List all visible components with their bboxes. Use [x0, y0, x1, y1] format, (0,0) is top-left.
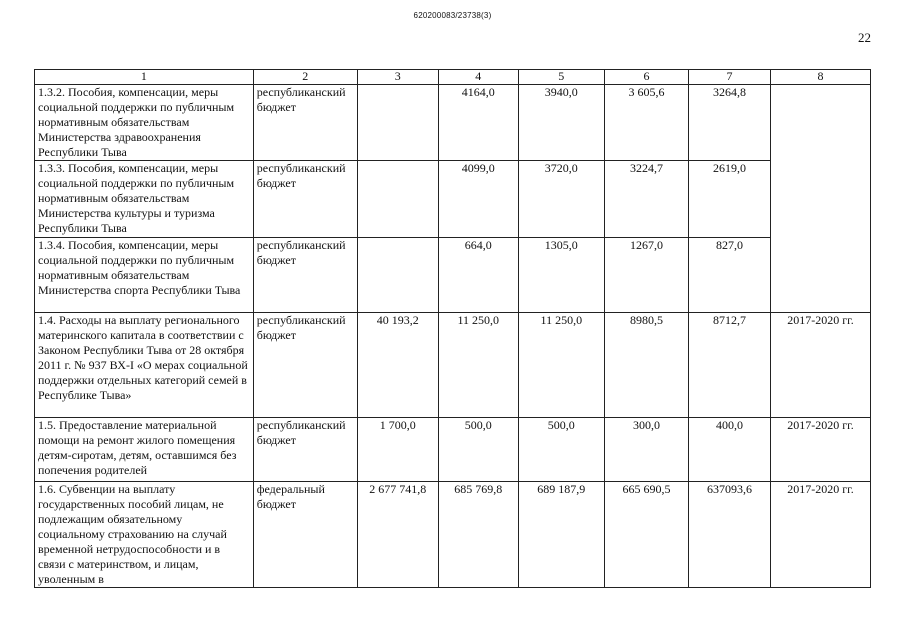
table-row: [35, 313, 871, 418]
value-cell: [357, 238, 438, 313]
value-cell: 3264,8: [689, 85, 771, 161]
value-cell: 40 193,2: [357, 313, 438, 418]
column-number: 1: [35, 70, 254, 85]
column-number: 6: [604, 70, 688, 85]
value-cell: 8980,5: [604, 313, 688, 418]
document-code: 620200083/23738(3): [413, 11, 492, 20]
row-name: 1.4. Расходы на выплату регионального материнского капитала в соответствии с Законом Республики Тыва от 28 октября 2011 г. № 937 ВХ-I «О мерах социальной поддержки отдельных категорий семей в Республике Тыва»: [35, 313, 254, 418]
row-name: 1.5. Предоставление материальной помощи на ремонт жилого помещения детям-сиротам, детям, оставшимся без попечения родителей: [35, 418, 254, 482]
budget-table: [34, 69, 871, 588]
column-number: 8: [771, 70, 871, 85]
row-name: 1.3.4. Пособия, компенсации, меры социальной поддержки по публичным нормативным обязательствам Министерства спорта Республики Тыва: [35, 238, 254, 313]
table-row: [35, 482, 871, 588]
value-cell: 500,0: [438, 418, 518, 482]
table-row: [35, 238, 871, 313]
period-cell: 2017-2020 гг.: [771, 418, 871, 482]
funding-source: республиканский бюджет: [253, 85, 357, 161]
table-row: [35, 161, 871, 238]
value-cell: 300,0: [604, 418, 688, 482]
table-row: [35, 85, 871, 161]
value-cell: 665 690,5: [604, 482, 688, 588]
funding-source: республиканский бюджет: [253, 313, 357, 418]
value-cell: 3224,7: [604, 161, 688, 238]
column-number: 2: [253, 70, 357, 85]
funding-source: республиканский бюджет: [253, 238, 357, 313]
value-cell: 685 769,8: [438, 482, 518, 588]
column-number: 3: [357, 70, 438, 85]
table-row: [35, 418, 871, 482]
value-cell: 2619,0: [689, 161, 771, 238]
value-cell: 3 605,6: [604, 85, 688, 161]
value-cell: 11 250,0: [518, 313, 604, 418]
value-cell: 3720,0: [518, 161, 604, 238]
value-cell: 637093,6: [689, 482, 771, 588]
value-cell: 1 700,0: [357, 418, 438, 482]
column-number: 5: [518, 70, 604, 85]
value-cell: 1267,0: [604, 238, 688, 313]
value-cell: 4164,0: [438, 85, 518, 161]
value-cell: 4099,0: [438, 161, 518, 238]
column-number: 7: [689, 70, 771, 85]
value-cell: 2 677 741,8: [357, 482, 438, 588]
value-cell: 8712,7: [689, 313, 771, 418]
value-cell: [357, 85, 438, 161]
value-cell: [357, 161, 438, 238]
row-name: 1.3.2. Пособия, компенсации, меры социальной поддержки по публичным нормативным обязательствам Министерства здравоохранения Республики Тыва: [35, 85, 254, 161]
row-name: 1.3.3. Пособия, компенсации, меры социальной поддержки по публичным нормативным обязательствам Министерства культуры и туризма Республики Тыва: [35, 161, 254, 238]
period-cell: [771, 85, 871, 313]
period-cell: 2017-2020 гг.: [771, 482, 871, 588]
value-cell: 3940,0: [518, 85, 604, 161]
funding-source: республиканский бюджет: [253, 161, 357, 238]
row-name: 1.6. Субвенции на выплату государственных пособий лицам, не подлежащим обязательному социальному страхованию на случай временной нетрудоспособности и в связи с материнством, и лицам, уволенным в: [35, 482, 254, 588]
period-cell: 2017-2020 гг.: [771, 313, 871, 418]
funding-source: республиканский бюджет: [253, 418, 357, 482]
value-cell: 11 250,0: [438, 313, 518, 418]
funding-source: федеральный бюджет: [253, 482, 357, 588]
column-number: 4: [438, 70, 518, 85]
column-number-row: [35, 70, 871, 85]
value-cell: 689 187,9: [518, 482, 604, 588]
page-number: 22: [858, 30, 871, 45]
value-cell: 664,0: [438, 238, 518, 313]
value-cell: 400,0: [689, 418, 771, 482]
value-cell: 500,0: [518, 418, 604, 482]
value-cell: 1305,0: [518, 238, 604, 313]
value-cell: 827,0: [689, 238, 771, 313]
